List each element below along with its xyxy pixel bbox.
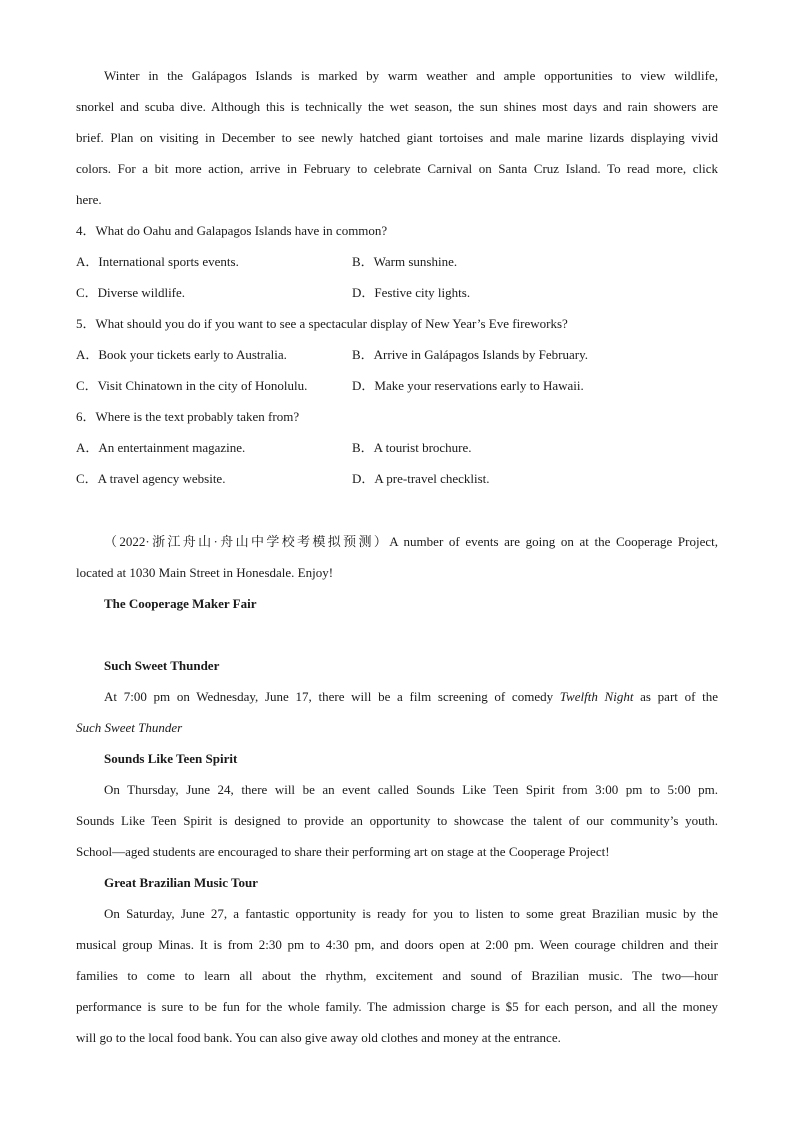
text-run: as part of the — [633, 689, 718, 704]
paragraph-line: Winter in the Galápagos Islands is marked by warm weather and ample opportunities to view wildlife, — [104, 68, 718, 83]
paragraph-line: colors. For a bit more action, arrive in February to celebrate Carnival on Santa Cruz Island. To read more, click — [76, 161, 718, 176]
paragraph-line: performance is sure to be fun for the whole family. The admission charge is $5 for each person, and all the money — [76, 999, 718, 1014]
option-b[interactable]: B．A tourist brochure. — [352, 440, 472, 455]
option-c[interactable]: C．Visit Chinatown in the city of Honolulu. — [76, 378, 308, 393]
paragraph-line: School—aged students are encouraged to share their performing art on stage at the Cooperage Project! — [76, 844, 610, 859]
heading-brazilian-music: Great Brazilian Music Tour — [104, 875, 258, 890]
option-a[interactable]: A．Book your tickets early to Australia. — [76, 347, 287, 362]
intro-line: located at 1030 Main Street in Honesdale. Enjoy! — [76, 565, 334, 580]
question-stem: 4．What do Oahu and Galapagos Islands have in common? — [76, 223, 388, 238]
heading-maker-fair: The Cooperage Maker Fair — [104, 596, 257, 611]
paragraph-line: musical group Minas. It is from 2:30 pm to 4:30 pm, and doors open at 2:00 pm. Ween courage children and their — [76, 937, 718, 952]
paragraph-line: snorkel and scuba dive. Although this is technically the wet season, the sun shines most days and rain showers are — [76, 99, 718, 114]
option-b[interactable]: B．Arrive in Galápagos Islands by February. — [352, 347, 588, 362]
heading-teen-spirit: Sounds Like Teen Spirit — [104, 751, 238, 766]
paragraph-line: families to come to learn all about the rhythm, excitement and sound of Brazilian music. The two—hour — [76, 968, 718, 983]
option-c[interactable]: C．A travel agency website. — [76, 471, 226, 486]
question-4 — [76, 215, 718, 308]
section-spacer — [76, 494, 718, 526]
question-stem: 6．Where is the text probably taken from? — [76, 409, 300, 424]
paragraph-line: Sounds Like Teen Spirit is designed to provide an opportunity to showcase the talent of our community’s youth. — [76, 813, 718, 828]
paragraph-line: On Thursday, June 24, there will be an event called Sounds Like Teen Spirit from 3:00 pm to 5:00 pm. — [104, 782, 718, 797]
intro-line: （2022·浙江舟山·舟山中学校考模拟预测）A number of events are going on at the Cooperage Project, — [104, 534, 718, 549]
option-b[interactable]: B．Warm sunshine. — [352, 254, 458, 269]
paragraph-line: On Saturday, June 27, a fantastic opportunity is ready for you to listen to some great Brazilian music by the — [104, 906, 718, 921]
question-6 — [76, 401, 718, 494]
text-run: At 7:00 pm on Wednesday, June 17, there will be a film screening of comedy — [104, 689, 560, 704]
option-d[interactable]: D．A pre-travel checklist. — [352, 471, 490, 486]
passage-cooperage — [76, 526, 718, 1053]
option-a[interactable]: A．An entertainment magazine. — [76, 440, 246, 455]
question-5 — [76, 308, 718, 401]
passage-galapagos — [76, 60, 718, 215]
paragraph-line: here. — [76, 192, 102, 207]
section-spacer — [76, 619, 718, 650]
event-title-italic: Such Sweet Thunder — [76, 720, 183, 735]
film-title: Twelfth Night — [559, 689, 634, 704]
paragraph-line — [76, 681, 718, 712]
option-d[interactable]: D．Make your reservations early to Hawaii. — [352, 378, 584, 393]
paragraph-line: brief. Plan on visiting in December to see newly hatched giant tortoises and male marine lizards displaying vivid — [76, 130, 718, 145]
option-a[interactable]: A．International sports events. — [76, 254, 239, 269]
question-stem: 5．What should you do if you want to see a spectacular display of New Year’s Eve fireworks? — [76, 316, 568, 331]
option-d[interactable]: D．Festive city lights. — [352, 285, 471, 300]
document-page — [76, 60, 718, 1053]
paragraph-line: will go to the local food bank. You can also give away old clothes and money at the entrance. — [76, 1030, 561, 1045]
heading-such-sweet-thunder: Such Sweet Thunder — [104, 658, 220, 673]
option-c[interactable]: C．Diverse wildlife. — [76, 285, 186, 300]
